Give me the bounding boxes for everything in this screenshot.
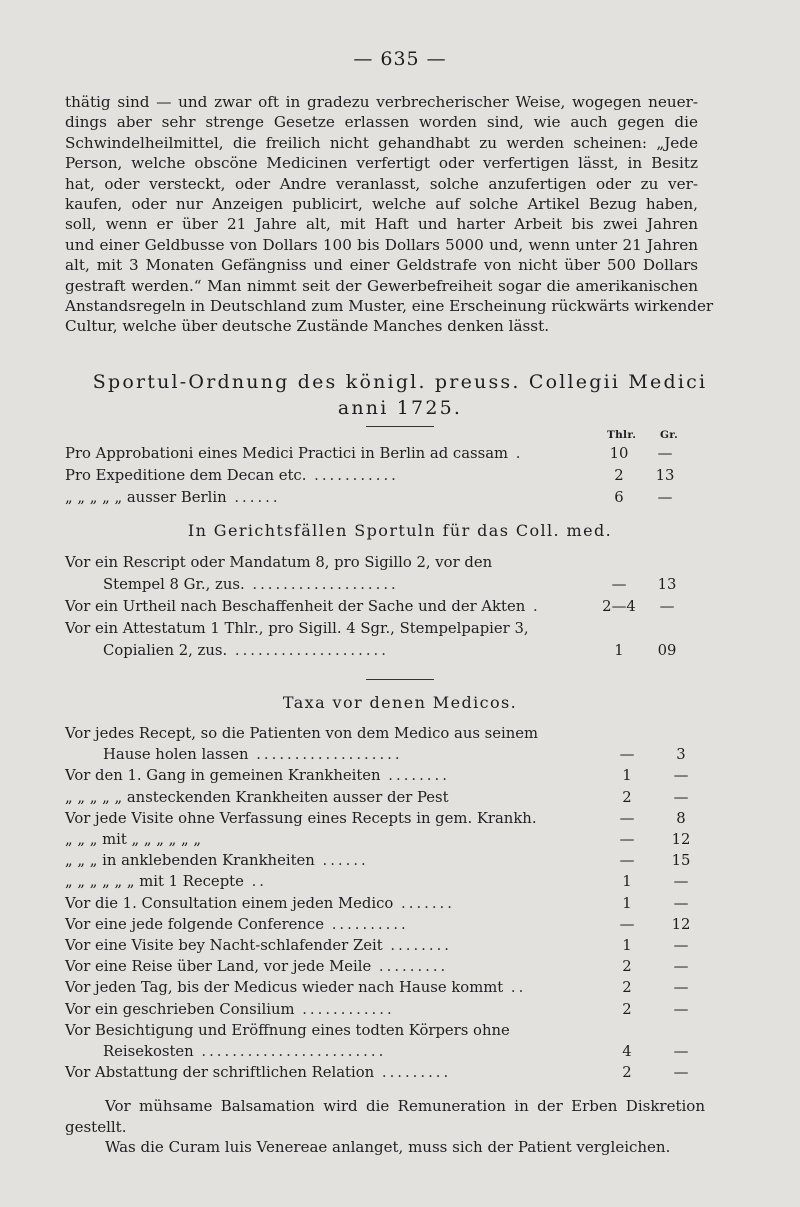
closing-paragraph bbox=[65, 1096, 705, 1158]
fee-row bbox=[65, 745, 705, 766]
fee-label: Hause holen lassen bbox=[103, 746, 249, 764]
gr-value: — bbox=[673, 873, 689, 891]
thlr-value: 2 bbox=[622, 788, 632, 806]
closing-line: Vor mühsame Balsamation wird die Remuneration in der Erben Diskretion bbox=[105, 1097, 705, 1115]
thlr-value: — bbox=[619, 831, 635, 848]
leader-dots: ............ bbox=[294, 1000, 395, 1018]
thlr-value: 1 bbox=[622, 767, 632, 785]
fee-row bbox=[65, 851, 705, 872]
fee-label: Vor ein geschrieben Consilium bbox=[65, 1000, 295, 1018]
intro-line: Cultur, welche über deutsche Zustände Manches denken lässt. bbox=[65, 317, 550, 336]
fee-label: Vor Besichtigung und Eröffnung eines todten Körpers ohne bbox=[65, 1021, 510, 1039]
thlr-value: 2 bbox=[614, 467, 624, 484]
gr-value: — bbox=[657, 489, 673, 506]
fee-label: Stempel 8 Gr., zus. bbox=[103, 576, 245, 593]
intro-line: hat, oder versteckt, oder Andre veranlasst, solche anzufertigen oder zu ver- bbox=[65, 174, 698, 193]
fee-row bbox=[65, 641, 705, 663]
gr-value: — bbox=[657, 445, 673, 462]
thlr-value: 6 bbox=[614, 489, 624, 506]
fee-row bbox=[65, 466, 705, 488]
closing-line: gestellt. bbox=[65, 1117, 127, 1136]
fee-label: „ „ „ „ „ ausser Berlin bbox=[65, 489, 227, 506]
fee-row bbox=[65, 575, 705, 597]
fee-row bbox=[65, 915, 705, 936]
fee-label: Pro Expeditione dem Decan etc. bbox=[65, 467, 307, 484]
leader-dots: ........................ bbox=[193, 1043, 387, 1060]
fee-label: Vor die 1. Consultation einem jeden Medico bbox=[65, 894, 394, 912]
fee-label: Vor Abstattung der schriftlichen Relation bbox=[65, 1064, 375, 1082]
thlr-value: — bbox=[619, 746, 635, 764]
leader-dots: .. bbox=[243, 873, 267, 891]
intro-line: Schwindelheilmittel, die freilich nicht gehandhabt zu werden scheinen: „Jede bbox=[65, 133, 698, 152]
intro-line: soll, wenn er über 21 Jahre alt, mit Haft und harter Arbeit bis zwei Jahren bbox=[65, 215, 698, 234]
fee-row bbox=[65, 724, 705, 745]
gr-value: — bbox=[673, 958, 689, 976]
thlr-value: 10 bbox=[609, 445, 629, 462]
fee-label: Vor jeden Tag, bis der Medicus wieder nach Hause kommt bbox=[65, 979, 504, 997]
fee-label: Copialien 2, zus. bbox=[103, 642, 228, 659]
intro-line: Anstandsregeln in Deutschland zum Muster, eine Erscheinung rückwärts wirkender bbox=[65, 297, 714, 316]
leader-dots: ........ bbox=[382, 937, 452, 954]
fee-label: Vor jedes Recept, so die Patienten von dem Medico aus seinem bbox=[65, 725, 539, 742]
section-rule bbox=[366, 679, 434, 680]
fee-row bbox=[65, 1021, 705, 1042]
thlr-value: 2 bbox=[622, 958, 632, 976]
intro-line: alt, mit 3 Monaten Gefängniss und einer Geldstrafe von nicht über 500 Dollars bbox=[65, 256, 698, 275]
gr-value: — bbox=[673, 788, 689, 806]
thlr-value: 2 bbox=[622, 979, 632, 997]
thlr-value: 1 bbox=[614, 642, 624, 659]
fee-label: „ „ „ „ „ „ mit 1 Recepte bbox=[65, 873, 244, 891]
column-header-thlr: Thlr. bbox=[607, 429, 637, 441]
gr-value: — bbox=[673, 937, 689, 954]
fee-row bbox=[65, 830, 705, 851]
fee-label: Vor den 1. Gang in gemeinen Krankheiten bbox=[65, 767, 381, 785]
fee-row bbox=[65, 619, 705, 641]
closing-line: Was die Curam luis Venereae anlanget, muss sich der Patient vergleichen. bbox=[105, 1138, 671, 1156]
gr-value: — bbox=[673, 1000, 689, 1018]
subtitle-gerichtsfaelle: In Gerichtsfällen Sportuln für das Coll. med. bbox=[187, 521, 613, 540]
thlr-value: — bbox=[611, 576, 627, 593]
fee-label: Reisekosten bbox=[103, 1043, 194, 1060]
thlr-value: 2—4 bbox=[602, 598, 636, 615]
fee-label: Vor eine Reise über Land, vor jede Meile bbox=[65, 958, 372, 976]
thlr-value: 4 bbox=[622, 1043, 632, 1060]
column-header-gr: Gr. bbox=[660, 429, 679, 441]
fee-row bbox=[65, 788, 705, 809]
thlr-value: 2 bbox=[622, 1000, 632, 1018]
gr-value: — bbox=[673, 894, 689, 912]
intro-line: thätig sind — und zwar oft in gradezu verbrecherischer Weise, wogegen neuer- bbox=[65, 93, 698, 111]
gr-value: — bbox=[673, 1043, 689, 1060]
thlr-value: 1 bbox=[622, 894, 632, 912]
leader-dots: ................... bbox=[244, 576, 399, 593]
leader-dots: ......... bbox=[371, 958, 449, 976]
fee-row bbox=[65, 1042, 705, 1063]
subtitle-taxa: Taxa vor denen Medicos. bbox=[282, 693, 518, 712]
intro-line: dings aber sehr strenge Gesetze erlassen worden sind, wie auch gegen die bbox=[65, 113, 698, 132]
fee-row bbox=[65, 1063, 705, 1084]
fee-label: Vor eine jede folgende Conference bbox=[65, 915, 324, 933]
leader-dots: .................... bbox=[227, 642, 389, 659]
thlr-value: 2 bbox=[622, 1064, 632, 1082]
fee-label: Vor ein Rescript oder Mandatum 8, pro Sigillo 2, vor den bbox=[65, 554, 493, 571]
gr-value: — bbox=[659, 598, 675, 615]
leader-dots: . bbox=[525, 598, 541, 615]
leader-dots: .......... bbox=[323, 915, 409, 933]
leader-dots: ...... bbox=[226, 489, 281, 506]
intro-paragraph bbox=[65, 92, 714, 337]
gr-value: 15 bbox=[671, 852, 691, 870]
fee-row bbox=[65, 957, 705, 978]
fee-row bbox=[65, 1000, 705, 1021]
intro-line: kaufen, oder nur Anzeigen publicirt, welche auf solche Artikel Bezug haben, bbox=[65, 195, 698, 214]
fee-label: Vor ein Attestatum 1 Thlr., pro Sigill. 4 Sgr., Stempelpapier 3, bbox=[65, 620, 529, 637]
leader-dots: ...... bbox=[314, 852, 369, 870]
gr-value: 8 bbox=[676, 809, 686, 827]
thlr-value: 1 bbox=[622, 873, 632, 891]
fee-row bbox=[65, 444, 705, 466]
page-number: — 635 — bbox=[353, 48, 447, 70]
fee-row bbox=[65, 894, 705, 915]
gr-value: 09 bbox=[657, 642, 677, 659]
leader-dots: ................... bbox=[248, 746, 403, 764]
fee-row bbox=[65, 597, 705, 619]
thlr-value: — bbox=[619, 915, 635, 933]
fee-label: Vor jede Visite ohne Verfassung eines Recepts in gem. Krankh. bbox=[65, 809, 537, 827]
fee-row bbox=[65, 488, 705, 510]
gr-value: 13 bbox=[657, 576, 677, 593]
gr-value: 12 bbox=[671, 915, 691, 933]
leader-dots: ......... bbox=[374, 1064, 452, 1082]
leader-dots: ........... bbox=[306, 467, 399, 484]
leader-dots: . bbox=[508, 445, 524, 462]
fee-row bbox=[65, 766, 705, 787]
intro-line: und einer Geldbusse von Dollars 100 bis Dollars 5000 und, wenn unter 21 Jahren bbox=[65, 235, 698, 254]
fee-label: Vor eine Visite bey Nacht-schlafender Zeit bbox=[65, 937, 383, 954]
leader-dots: .. bbox=[503, 979, 527, 997]
gr-value: 3 bbox=[676, 746, 686, 764]
leader-dots: ....... bbox=[393, 894, 455, 912]
fee-label: Pro Approbationi eines Medici Practici in Berlin ad cassam bbox=[65, 445, 509, 462]
fee-row bbox=[65, 936, 705, 957]
gr-value: 13 bbox=[655, 467, 675, 484]
table-title: Sportul-Ordnung des königl. preuss. Collegii Medici bbox=[92, 371, 708, 393]
thlr-value: — bbox=[619, 809, 635, 827]
gr-value: — bbox=[673, 767, 689, 785]
fee-label: Vor ein Urtheil nach Beschaffenheit der Sache und der Akten bbox=[65, 598, 526, 615]
leader-dots: ........ bbox=[380, 767, 450, 785]
gr-value: — bbox=[673, 1064, 689, 1082]
gr-value: 12 bbox=[671, 831, 691, 848]
table-title-year: anni 1725. bbox=[337, 397, 463, 419]
gr-value: — bbox=[673, 979, 689, 997]
title-rule bbox=[366, 426, 434, 427]
fee-row bbox=[65, 809, 705, 830]
thlr-value: — bbox=[619, 852, 635, 870]
fee-row bbox=[65, 872, 705, 893]
fee-label: „ „ „ in anklebenden Krankheiten bbox=[65, 852, 315, 870]
fee-label: „ „ „ mit „ „ „ „ „ „ bbox=[65, 831, 202, 848]
fee-row bbox=[65, 553, 705, 575]
fee-row bbox=[65, 978, 705, 999]
thlr-value: 1 bbox=[622, 937, 632, 954]
intro-line: gestraft werden.“ Man nimmt seit der Gewerbefreiheit sogar die amerikanischen bbox=[65, 276, 698, 295]
fee-label: „ „ „ „ „ ansteckenden Krankheiten ausser der Pest bbox=[65, 788, 449, 806]
intro-line: Person, welche obscöne Medicinen verfertigt oder verfertigen lässt, in Besitz bbox=[65, 154, 698, 173]
